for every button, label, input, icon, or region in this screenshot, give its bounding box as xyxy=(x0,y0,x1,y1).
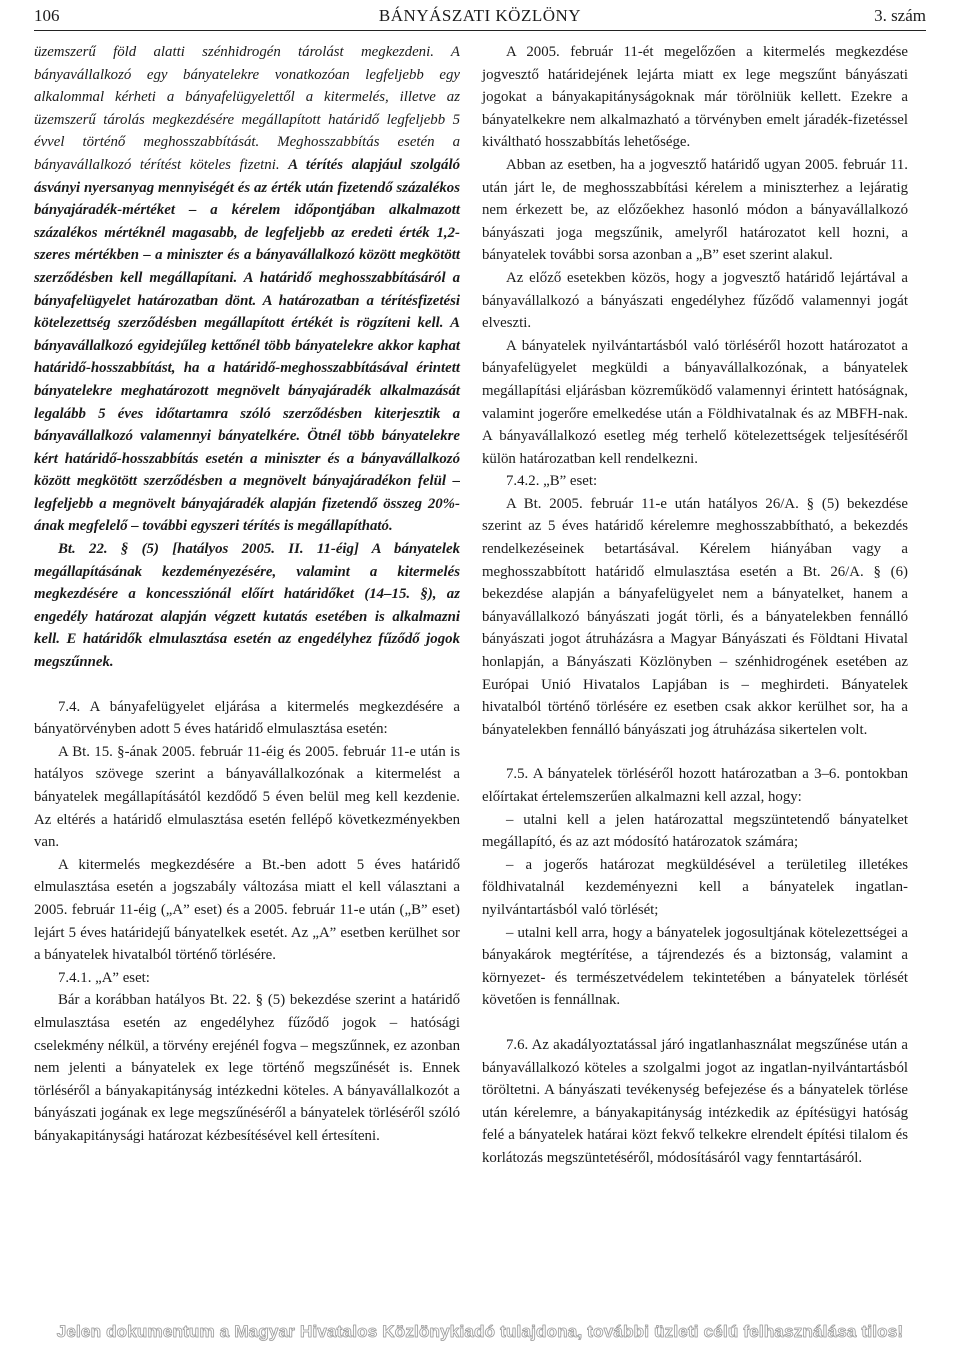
list-item-dash-3: – utalni kell arra, hogy a bányatelek jogosultjának kötelezettségei a bányakárok megtérítése, a tájrendezés és a biztonság, valamint a környezet- és természetvédelem tekintetében a bányatelek törlését követően is fennállnak. xyxy=(482,924,908,1009)
paragraph-bt2005: A Bt. 2005. február 11-e után hatályos 26/A. § (5) bekezdése szerint az 5 éves határidő kérelemre meghosszabbítható, a bekezdés rendelkezéseinek betartásával. Kérelem hiányában vagy a meghosszabbított határidő elmulasztása esetén a Bt. 26/A. § (6) bekezdése alapján a bányafelügyelet nem a bányatelket, hanem a bányavállalkozó bányászati jogát törli, és a bányatelekben fennálló bányászati jogot átruházásra a Magyar Bányászati és Földtani Hivatal honlapján, a Bányászati Közlönyben – szénhidrogének esetében az Európai Unió Hivatalos Lapjában is – meghirdeti. Bányatelek hivatalból történő törlésére ez esetben csak akkor kerülhet sor, ha a bányatelekben fennálló bányászati jog átruházása sikertelen volt. xyxy=(482,495,908,738)
quoted-law-bold-italic: A térítés alapjául szolgáló ásványi nyersanyag mennyiségét és az érték után fizetendő százalékos bányajáradék-mértéket – a kérelem időpontjában alkalmazott százalékos mértéknél magasabb, de legfeljebb az eredeti érték 1,2-szeres mértékben – a miniszter és a bányavállalkozó között megkötött szerződésben kell megállapítani. A határidő meghosszabbításáról a bányafelügyelet határozatban dönt. A határozatban a térítésfizetési kötelezettség szerződésben megállapított értékét is rögzíteni kell. A bányavállalkozó egyidejűleg kettőnél több bányatelekre akkor kaphat határidő-hosszabbítást, ha a határidő-meghosszabbításával érintett bányatelekre meghatározott megnövelt bányajáradék alkalmazását legalább 5 éves időtartamra szóló szerződésben kiterjesztik a bányavállalkozó valamennyi bányatelkére. Ötnél több bányatelekre kért határidő-hosszabbítás esetén a miniszter és a bányavállalkozó között megkötött szerződésben a megnövelt bányajáradékon felül – legfeljebb a megnövelt bányajáradék alapján fizetendő összeg 20%-ának megfelelő – további egyszeri térítés is megállapítható. xyxy=(34,156,461,535)
page-header xyxy=(34,6,926,30)
issue-number: 3. szám xyxy=(874,6,926,25)
paragraph-bt15: A Bt. 15. §-ának 2005. február 11-éig és 2005. február 11-e után is hatályos szövege szerint a bányavállalkozónak a kitermelést a bányatelek megállapításától kezdődő 5 éven belül meg kell kezdenie. Az eltérés a határidő elmulasztása esetén fellépő következményekben van. xyxy=(34,743,460,851)
section-7-5: 7.5. A bányatelek törléséről hozott határozatban a 3–6. pontokban előírtakat értelemszerűen alkalmazni kell azzal, hogy: xyxy=(482,766,908,805)
quoted-law-paragraph xyxy=(34,41,460,538)
list-item-dash-1: – utalni kell a jelen határozattal megszüntetendő bányatelket megállapító, és az azt módosító határozatok számára; xyxy=(482,811,908,851)
watermark-footer: Jelen dokumentum a Magyar Hivatalos Közlönykiadó tulajdona, további üzleti célú felhasználása tilos! xyxy=(56,1322,904,1341)
header-rule xyxy=(34,30,926,31)
paragraph-nyilvantartas: A bányatelek nyilvántartásból való törléséről hozott határozatot a bányafelügyelet megküldi a bányavállalkozónak, a bányatelek megállapítási eljárásban közreműködő valamennyi érintett hatóságnak, valamint jogerőre emelkedése után a Földhivatalnak és az MBFH-nak. A bányavállalkozó esetleg még terhelő kötelezettségek teljesítéséről külön határozatban kell rendelkezni. xyxy=(482,337,908,467)
section-7-4-1: 7.4.1. „A” eset: xyxy=(58,969,150,986)
journal-title: BÁNYÁSZATI KÖZLÖNY xyxy=(378,6,582,25)
quoted-law-italic: üzemszerű föld alatti szénhidrogén tárolást megkezdeni. A bányavállalkozó egy bányatelekre vonatkozóan legfeljebb egy alkalommal kérheti a bányafelügyelettől a kitermelés, illetve az üzemszerű tárolás megkezdésére megállapított határidő legfeljebb 5 évvel történő meghosszabbítását. Meghosszabbítás esetén a bányavállalkozó térítést köteles fizetni. xyxy=(34,44,460,173)
section-7-4-2: 7.4.2. „B” eset: xyxy=(506,473,598,490)
page-number: 106 xyxy=(34,6,60,25)
paragraph-a2005: A 2005. február 11-ét megelőzően a kitermelés megkezdése jogvesztő határidejének lejárta miatt ex lege megszűnt bányászati jogokat a bányakapitányságoknak már törölniük kellett. Ezekre a bányatelkekre nem alkalmazható a törvényben emelt járadék-fizetéssel kiváltható hosszabbítás lehetősége. xyxy=(482,44,908,151)
paragraph-bar: Bár a korábban hatályos Bt. 22. § (5) bekezdése szerint a határidő elmulasztása esetén az engedélyhez fűződő jogok – hatósági cselekmény nélkül, a törvény erejénél fogva – megszűnnek, ez azonban nem jelenti a bányatelek ex lege történő megszűnését is. Ennek törléséről a bányakapitányság intézkedni köteles. A bányavállalkozót a bányászati jogának ex lege megszűnéséről a bányatelek törléséről szóló bányakapitánysági határozat kézbesítésével kell értesíteni. xyxy=(34,992,460,1144)
right-column xyxy=(482,41,908,1170)
section-7-6: 7.6. Az akadályoztatással járó ingatlanhasználat megszűnése után a bányavállalkozó köteles a szolgalmi jogot az ingatlan-nyilvántartásból töröltetni. A bányászati tevékenység befejezése és a bányatelek törlése után kérelemre, a bányakapitányság intézkedik az építésügyi hatóság felé a bányatelek határai közt fekvő telkekre elrendelt építési tilalom és korlátozás megszüntetéséről, módosításáról vagy fenntartásáról. xyxy=(482,1036,908,1166)
left-column xyxy=(34,41,460,1148)
section-7-4: 7.4. A bányafelügyelet eljárása a kitermelés megkezdésére a bányatörvényben adott 5 éves határidő elmulasztása esetén: xyxy=(34,698,460,738)
paragraph-kitermeles: A kitermelés megkezdésére a Bt.-ben adott 5 éves határidő elmulasztása esetén a jogszabály változása miatt el kell választani a 2005. február 11-éig („A” eset) és a 2005. február 11-e után („B” eset) lejárt 5 éves határidejű bányatelkek esetét. Az „A” esetben kerülhet sor a bányatelek hivatalból történő törlésére. xyxy=(34,856,460,964)
paragraph-azelozo: Az előző esetekben közös, hogy a jogvesztő határidő lejártával a bányavállalkozó a bányászati engedélyhez fűződő valamennyi jogát elveszti. xyxy=(482,269,908,332)
quoted-law-bt22: Bt. 22. § (5) [hatályos 2005. II. 11-éig] A bányatelek megállapításának kezdeményezésére, valamint a kitermelés megkezdésére a koncessziónál előírt határidőket (14–15. §), az engedély határozat alapján végzett kutatás esetében is alkalmazni kell. E határidők elmulasztása esetén az engedélyhez fűződő jogok megszűnnek. xyxy=(34,541,460,671)
paragraph-abban: Abban az esetben, ha a jogvesztő határidő ugyan 2005. február 11. után járt le, de meghosszabbítási kérelem a miniszterhez a lejáratig nem érkezett be, az előzőekhez hasonló módon a bányavállalkozó bányászati joga megszűnik, amelyről határozatot kell hozni, a bányatelek további sorsa azonban a „B” eset szerint alakul. xyxy=(482,156,908,264)
list-item-dash-2: – a jogerős határozat megküldésével a területileg illetékes földhivatalnál kezdeményezni kell a bányatelek ingatlan-nyilvántartásból való törlését; xyxy=(482,856,908,918)
